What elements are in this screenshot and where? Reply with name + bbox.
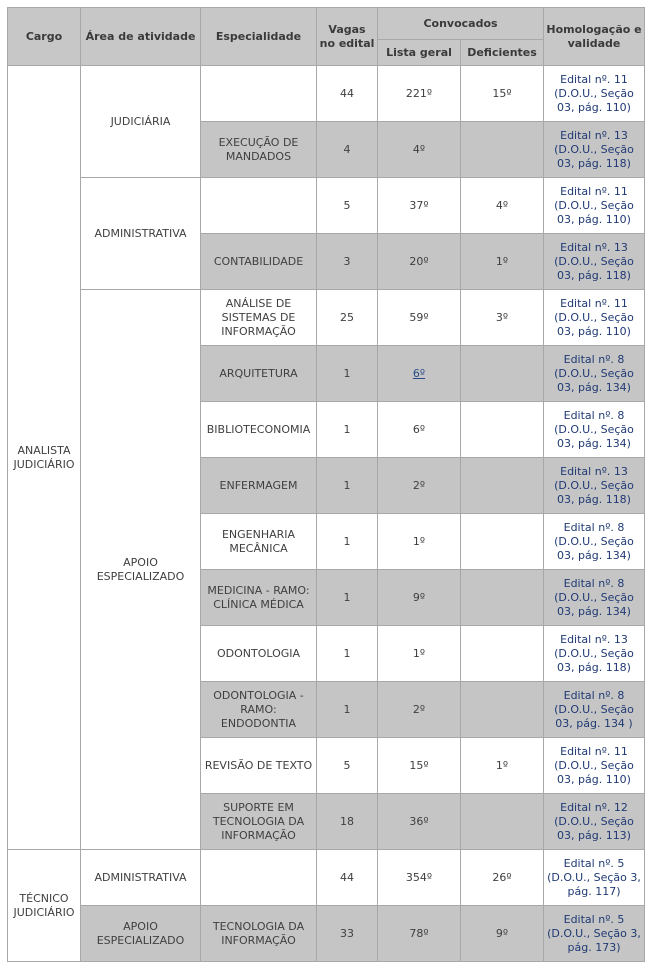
area-apoio-especializado-tecnico: APOIO ESPECIALIZADO (81, 906, 201, 962)
vagas-cell: 1 (317, 626, 378, 682)
header-cargo: Cargo (8, 8, 81, 66)
homologacao-cell: Edital nº. 13 (D.O.U., Seção 03, pág. 118) (544, 626, 645, 682)
vagas-cell: 1 (317, 458, 378, 514)
lista-geral-cell (378, 346, 461, 402)
especialidade-cell (201, 66, 317, 122)
lista-geral-cell: 36º (378, 794, 461, 850)
vagas-cell: 44 (317, 850, 378, 906)
lista-geral-cell: 20º (378, 234, 461, 290)
lista-geral-cell: 78º (378, 906, 461, 962)
deficientes-cell: 26º (461, 850, 544, 906)
table-row (8, 906, 645, 962)
vagas-cell: 5 (317, 738, 378, 794)
vagas-cell: 3 (317, 234, 378, 290)
deficientes-cell: 1º (461, 738, 544, 794)
homologacao-cell: Edital nº. 11 (D.O.U., Seção 03, pág. 110) (544, 738, 645, 794)
homologacao-cell: Edital nº. 8 (D.O.U., Seção 03, pág. 134 ) (544, 682, 645, 738)
lista-geral-cell: 59º (378, 290, 461, 346)
homologacao-cell: Edital nº. 8 (D.O.U., Seção 03, pág. 134) (544, 514, 645, 570)
deficientes-cell: 9º (461, 906, 544, 962)
lista-geral-link[interactable]: 6º (412, 366, 426, 380)
deficientes-cell (461, 402, 544, 458)
deficientes-cell (461, 346, 544, 402)
especialidade-cell (201, 850, 317, 906)
cargo-tecnico: TÉCNICO JUDICIÁRIO (8, 850, 81, 962)
deficientes-cell: 1º (461, 234, 544, 290)
especialidade-cell: ENGENHARIA MECÂNICA (201, 514, 317, 570)
table-row (8, 290, 645, 346)
homologacao-cell: Edital nº. 13 (D.O.U., Seção 03, pág. 118) (544, 234, 645, 290)
vagas-cell: 1 (317, 570, 378, 626)
table-row (8, 66, 645, 122)
area-administrativa: ADMINISTRATIVA (81, 178, 201, 290)
especialidade-cell: ODONTOLOGIA (201, 626, 317, 682)
deficientes-cell: 15º (461, 66, 544, 122)
lista-geral-cell: 354º (378, 850, 461, 906)
header-row (8, 8, 645, 40)
homologacao-cell: Edital nº. 8 (D.O.U., Seção 03, pág. 134) (544, 346, 645, 402)
deficientes-cell: 4º (461, 178, 544, 234)
area-judiciaria: JUDICIÁRIA (81, 66, 201, 178)
homologacao-cell: Edital nº. 8 (D.O.U., Seção 03, pág. 134) (544, 402, 645, 458)
especialidade-cell: MEDICINA - RAMO: CLÍNICA MÉDICA (201, 570, 317, 626)
header-lista-geral: Lista geral (378, 40, 461, 66)
header-homologacao: Homologação e validade (544, 8, 645, 66)
vagas-cell: 1 (317, 402, 378, 458)
especialidade-cell: BIBLIOTECONOMIA (201, 402, 317, 458)
header-vagas: Vagas no edital (317, 8, 378, 66)
vagas-cell: 1 (317, 514, 378, 570)
vagas-cell: 25 (317, 290, 378, 346)
lista-geral-cell: 15º (378, 738, 461, 794)
deficientes-cell (461, 458, 544, 514)
lista-geral-cell: 1º (378, 514, 461, 570)
deficientes-cell (461, 626, 544, 682)
homologacao-cell: Edital nº. 5 (D.O.U., Seção 3, pág. 173) (544, 906, 645, 962)
especialidade-cell: ANÁLISE DE SISTEMAS DE INFORMAÇÃO (201, 290, 317, 346)
homologacao-cell: Edital nº. 13 (D.O.U., Seção 03, pág. 118) (544, 122, 645, 178)
homologacao-cell: Edital nº. 13 (D.O.U., Seção 03, pág. 118) (544, 458, 645, 514)
lista-geral-cell: 9º (378, 570, 461, 626)
lista-geral-cell: 37º (378, 178, 461, 234)
header-area: Área de atividade (81, 8, 201, 66)
lista-geral-cell: 6º (378, 402, 461, 458)
vagas-cell: 18 (317, 794, 378, 850)
table-row (8, 178, 645, 234)
lista-geral-cell: 4º (378, 122, 461, 178)
area-apoio-especializado: APOIO ESPECIALIZADO (81, 290, 201, 850)
deficientes-cell (461, 122, 544, 178)
especialidade-cell: SUPORTE EM TECNOLOGIA DA INFORMAÇÃO (201, 794, 317, 850)
area-administrativa-tecnico: ADMINISTRATIVA (81, 850, 201, 906)
header-especialidade: Especialidade (201, 8, 317, 66)
especialidade-cell: REVISÃO DE TEXTO (201, 738, 317, 794)
deficientes-cell (461, 514, 544, 570)
cargo-analista: ANALISTA JUDICIÁRIO (8, 66, 81, 850)
especialidade-cell: ENFERMAGEM (201, 458, 317, 514)
especialidade-cell: CONTABILIDADE (201, 234, 317, 290)
especialidade-cell: EXECUÇÃO DE MANDADOS (201, 122, 317, 178)
especialidade-cell: TECNOLOGIA DA INFORMAÇÃO (201, 906, 317, 962)
deficientes-cell: 3º (461, 290, 544, 346)
convocados-table (7, 7, 645, 962)
especialidade-cell: ARQUITETURA (201, 346, 317, 402)
homologacao-cell: Edital nº. 5 (D.O.U., Seção 3, pág. 117) (544, 850, 645, 906)
vagas-cell: 33 (317, 906, 378, 962)
deficientes-cell (461, 682, 544, 738)
lista-geral-cell: 221º (378, 66, 461, 122)
vagas-cell: 5 (317, 178, 378, 234)
vagas-cell: 44 (317, 66, 378, 122)
homologacao-cell: Edital nº. 12 (D.O.U., Seção 03, pág. 113) (544, 794, 645, 850)
lista-geral-cell: 2º (378, 458, 461, 514)
vagas-cell: 1 (317, 682, 378, 738)
homologacao-cell: Edital nº. 8 (D.O.U., Seção 03, pág. 134) (544, 570, 645, 626)
header-convocados: Convocados (378, 8, 544, 40)
homologacao-cell: Edital nº. 11 (D.O.U., Seção 03, pág. 110) (544, 290, 645, 346)
lista-geral-cell: 1º (378, 626, 461, 682)
especialidade-cell (201, 178, 317, 234)
vagas-cell: 1 (317, 346, 378, 402)
homologacao-cell: Edital nº. 11 (D.O.U., Seção 03, pág. 110) (544, 178, 645, 234)
deficientes-cell (461, 570, 544, 626)
table-row (8, 850, 645, 906)
deficientes-cell (461, 794, 544, 850)
header-deficientes: Deficientes (461, 40, 544, 66)
lista-geral-cell: 2º (378, 682, 461, 738)
homologacao-cell: Edital nº. 11 (D.O.U., Seção 03, pág. 110) (544, 66, 645, 122)
vagas-cell: 4 (317, 122, 378, 178)
especialidade-cell: ODONTOLOGIA - RAMO: ENDODONTIA (201, 682, 317, 738)
